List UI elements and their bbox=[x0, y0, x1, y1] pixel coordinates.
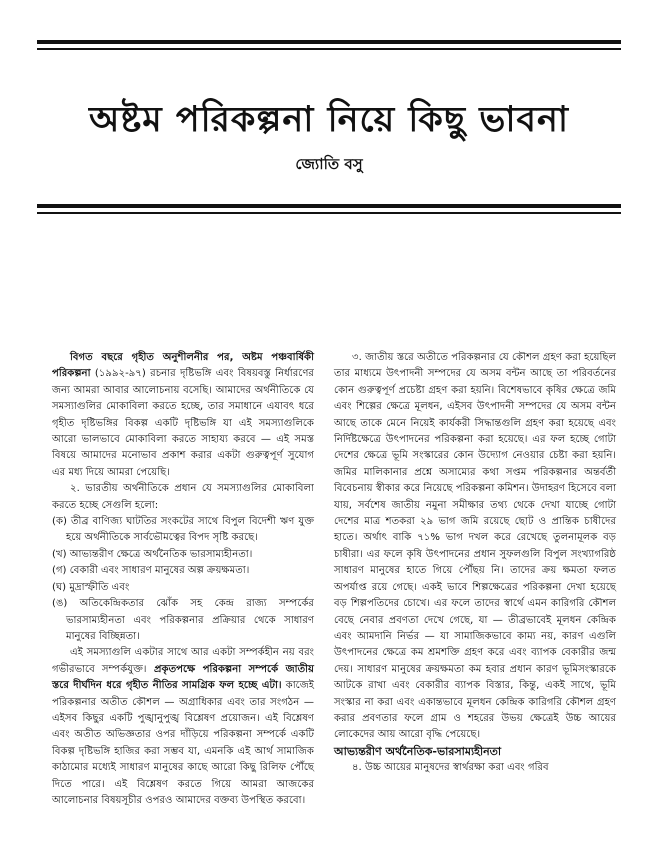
section-subheading: আভ্যন্তরীণ অর্থনৈতিক-ভারসাম্যহীনতা bbox=[334, 744, 502, 758]
paragraph-5: ৪. উচ্চ আয়ের মানুষদের স্বার্থরক্ষা করা এবং গরিব bbox=[352, 762, 549, 774]
right-column bbox=[334, 350, 616, 777]
bottom-rule-thin bbox=[37, 212, 621, 214]
paragraph-3 bbox=[52, 645, 314, 809]
top-rule-thick bbox=[37, 40, 621, 44]
article-title: অষ্টম পরিকল্পনা নিয়ে কিছু ভাবনা bbox=[88, 100, 570, 140]
list-item: (গ) বেকারী এবং সাধারণ মানুষের অল্প ক্রয়ক্ষমতা। bbox=[52, 565, 250, 577]
paragraph-4: ৩. জাতীয় স্তরে অতীতে পরিকল্পনার যে কৌশল গ্রহণ করা হয়েছিল তার মাধ্যমে উৎপাদনী সম্পদের যে অসম বন্টন আছে তা পরিবর্তনের কোন গুরুত্বপূর্ণ প্রচেষ্টা গ্রহণ করা হয়নি। বিশেষভাবে কৃষির ক্ষেত্রে জমি এবং শিল্পের ক্ষেত্রে মূলধন, এইসব উৎপাদনী সম্পদের যে অসম বন্টন আছে তাকে মেনে নিয়েই কার্যকরী সিদ্ধান্তগুলি গ্রহণ করা হয়েছে এবং নির্দিষ্টক্ষেত্রে উৎপাদনের পরিকল্পনা করা হয়েছে। এর ফল হচ্ছে গোটা দেশের ক্ষেত্রে ভূমি সংস্কারের কোন উদ্যোগ নেওয়ার চেষ্টা করা হয়নি। জমির মালিকানার প্রশ্নে অসাম্যের কথা সপ্তম পরিকল্পনার অন্তর্বর্তী বিবেচনায় স্বীকার করে নিয়েছে পরিকল্পনা কমিশন। উদাহরণ হিসেবে বলা যায়, সর্বশেষ জাতীয় নমুনা সমীক্ষার তথ্য থেকে দেখা যাচ্ছে গোটা দেশের মাত্র শতকরা ২৯ ভাগ জমি রয়েছে ছোট ও প্রান্তিক চাষীদের হাতে। অর্থাৎ বাকি ৭১% ভাগ দখল করে রেখেছে তুলনামূলক বড় চাষীরা। এর ফলে কৃষি উৎপাদনের প্রধান সুফলগুলি বিপুল সংখ্যাগরিষ্ঠ সাধারণ মানুষের হাতে গিয়ে পৌঁছয় নি। তাদের ক্রয় ক্ষমতা ফলত অপর্যাপ্ত রয়ে গেছে। একই ভাবে শিল্পক্ষেত্রের পরিকল্পনা দেখা হয়েছে বড় শিল্পপতিদের চোখে। এর ফলে তাদের স্বার্থে এমন কারিগরি কৌশল বেছে নেবার প্রবণতা দেখে গেছে, যা — তীব্রভাবেই মূলধন কেন্দ্রিক এবং আমদানি নির্ভর — যা সামাজিকভাবে কাম্য নয়, কারণ এগুলি উৎপাদনের ক্ষেত্রে কম শ্রমশক্তি গ্রহণ করে এবং ব্যাপক বেকারীর জন্ম দেয়। সাধারণ মানুষের ক্রয়ক্ষমতা কম হবার প্রধান কারণ ভূমিসংস্কারকে আটকে রাখা এবং বেকারীর ব্যাপক বিস্তার, কিন্তু, একই সাথে, ভূমি সংস্কার না করা এবং একান্তভাবে মূলধন কেন্দ্রিক কারিগরি কৌশল গ্রহণ করার প্রবণতার ফলে গ্রাম ও শহরের উভয় ক্ষেত্রেই উচ্চ আয়ের লোকেদের আয় আরো বৃদ্ধি পেয়েছে। bbox=[334, 352, 616, 741]
list-item: (খ) আভ্যন্তরীণ ক্ষেত্রে অর্থনৈতিক ভারসাম্যহীনতা। bbox=[52, 548, 253, 560]
paragraph-3-start: এই সমস্যাগুলি একটার সাথে আর একটা সম্পর্কহীন নয় বরং গভীরভাবে সম্পর্কযুক্ত। bbox=[52, 647, 314, 675]
bottom-rule-thick bbox=[37, 204, 621, 208]
paragraph-3-text: কাজেই পরিকল্পনার অতীত কৌশল — অগ্রাধিকার এবং তার সংগঠন — এইসব কিছুর একটি পুঙ্খানুপুঙ্খ বিশ্লেষণ প্রয়োজন। এই বিশ্লেষণ এবং অতীত অভিজ্ঞতার ওপর দাঁড়িয়ে পরিকল্পনা সম্পর্কে একটি বিকল্প দৃষ্টিভঙ্গি হাজির করা সম্ভব যা, এমনকি এই আর্থ সামাজিক কাঠামোর মধ্যেই সাধারণ মানুষের কাছে আরো কিছু রিলিফ পৌঁছে দিতে পারে। এই বিশ্লেষণ করতে গিয়ে আমরা আজকের আলোচনার বিষয়সূচীর ওপরও আমাদের বক্তব্য উপস্থিত করবো। bbox=[52, 680, 314, 806]
paragraph-3-emphasis: প্রকৃতপক্ষে পরিকল্পনা সম্পর্কে জাতীয় স্তরে দীর্ঘদিন ধরে গৃহীত নীতির সামগ্রিক ফল হচ্ছে এটা। bbox=[52, 663, 314, 692]
article-author: জ্যোতি বসু bbox=[295, 155, 363, 173]
left-column bbox=[52, 350, 314, 809]
list-item: (ক) তীব্র বাণিজ্য ঘাটতির সংকটের সাথে বিপুল বিদেশী ঋণ যুক্ত হয়ে অর্থনীতিকে সার্বভৌমত্বের বিপদ সৃষ্টি করছে। bbox=[52, 516, 314, 544]
paragraph-2: ২. ভারতীয় অর্থনীতিকে প্রধান যে সমস্যাগুলির মোকাবিলা করতে হচ্ছে সেগুলি হলো: bbox=[52, 483, 314, 511]
list-item: (ঘ) মুদ্রাস্ফীতি এবং bbox=[52, 581, 130, 593]
paragraph-1-text: (১৯৯২-৯৭) রচনার দৃষ্টিভঙ্গি এবং বিষয়বস্তু নির্ধারণের জন্য আমরা আবার আলোচনায় বসেছি। আমাদের অর্থনীতিকে যে সমস্যাগুলির মোকাবিলা করতে হচ্ছে, তার সমাধানে এযাবৎ ধরে গৃহীত দৃষ্টিভঙ্গির বিকল্প একটি দৃষ্টিভঙ্গি যা এই সমস্যাগুলিকে আরো ভালভাবে মোকাবিলা করতে সাহায্য করবে — এই সমস্ত বিষয়ে আমাদের মনোভাব প্রকাশ করার একটা গুরুত্বপূর্ণ সুযোগ এর মধ্য দিয়ে আমরা পেয়েছি। bbox=[52, 368, 314, 478]
paragraph-1 bbox=[52, 350, 314, 481]
top-rule-thin bbox=[37, 48, 621, 50]
list-item: (ঙ) অতিকেন্দ্রিকতার ঝোঁক সহ কেন্দ্র রাজ্য সম্পর্কের ভারসাম্যহীনতা এবং পরিকল্পনার প্রক্রিয়ার থেকে সাধারণ মানুষের বিচ্ছিন্নতা। bbox=[52, 598, 314, 642]
paragraph-1-lead: বিগত বছরে গৃহীত অনুশীলনীর পর, অষ্টম পঞ্চবার্ষিকী পরিকল্পনা bbox=[52, 352, 314, 380]
